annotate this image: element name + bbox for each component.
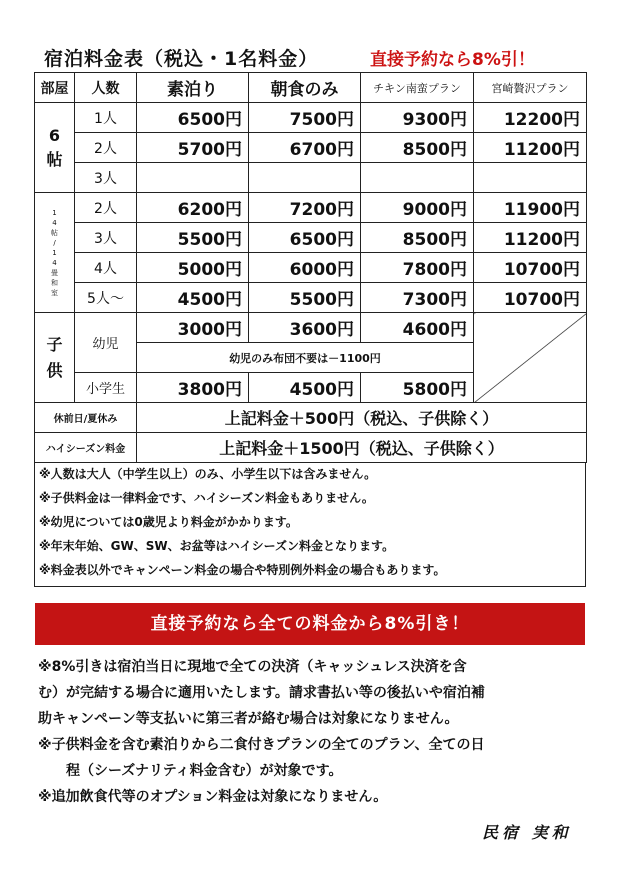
table-row <box>35 403 587 433</box>
people-cell: 5人～ <box>75 283 137 313</box>
note-item: ※幼児については0歳児より料金がかかります。 <box>39 515 298 529</box>
price-cell: 11900円 <box>474 193 587 223</box>
price-cell: 9300円 <box>361 103 474 133</box>
infant-note: 幼児のみ布団不要は－1100円 <box>137 343 474 373</box>
people-cell: 2人 <box>75 133 137 163</box>
high-season-label: ハイシーズン料金 <box>35 433 137 463</box>
note-item: ※人数は大人（中学生以上）のみ、小学生以下は含みません。 <box>39 467 377 481</box>
price-cell: 5700円 <box>137 133 249 163</box>
table-row <box>35 223 587 253</box>
condition-line: ※子供料金を含む素泊りから二食付きプランの全てのプラン、全ての日 <box>38 737 485 753</box>
condition-line: 程（シーズナリティ料金含む）が対象です。 <box>66 763 343 779</box>
price-cell: 8500円 <box>361 133 474 163</box>
price-cell: 5800円 <box>361 373 474 403</box>
price-cell: 10700円 <box>474 283 587 313</box>
empty-diagonal-cell <box>474 313 587 403</box>
price-cell: 7200円 <box>249 193 361 223</box>
high-season-surcharge: 上記料金＋1500円（税込、子供除く） <box>137 433 587 463</box>
table-header-row <box>35 73 587 103</box>
price-cell <box>249 163 361 193</box>
people-cell: 2人 <box>75 193 137 223</box>
page-title: 宿泊料金表（税込・1名料金） <box>44 48 319 70</box>
header-chicken-plan: チキン南蛮プラン <box>361 73 474 103</box>
price-cell: 4500円 <box>137 283 249 313</box>
table-row <box>35 433 587 463</box>
price-cell: 6200円 <box>137 193 249 223</box>
price-cell: 12200円 <box>474 103 587 133</box>
price-cell: 3600円 <box>249 313 361 343</box>
price-table <box>34 72 587 463</box>
price-cell: 7500円 <box>249 103 361 133</box>
infant-label: 幼児 <box>75 313 137 373</box>
price-cell: 8500円 <box>361 223 474 253</box>
discount-banner: 直接予約なら全ての料金から8%引き！ <box>35 603 585 645</box>
promo-headline: 直接予約なら8%引！ <box>370 50 535 70</box>
price-cell: 4600円 <box>361 313 474 343</box>
price-cell: 3000円 <box>137 313 249 343</box>
holiday-surcharge: 上記料金＋500円（税込、子供除く） <box>137 403 587 433</box>
price-cell <box>137 163 249 193</box>
people-cell: 3人 <box>75 223 137 253</box>
people-cell: 3人 <box>75 163 137 193</box>
condition-line: む）が完結する場合に適用いたします。請求書払い等の後払いや宿泊補 <box>38 685 485 701</box>
room-6jo-label: 6 帖 <box>35 103 75 193</box>
price-cell: 6500円 <box>249 223 361 253</box>
people-cell: 4人 <box>75 253 137 283</box>
kids-label: 子 供 <box>35 313 75 403</box>
price-cell <box>474 163 587 193</box>
condition-line: ※追加飲食代等のオプション料金は対象になりません。 <box>38 789 388 805</box>
price-cell: 9000円 <box>361 193 474 223</box>
price-cell: 6700円 <box>249 133 361 163</box>
price-cell: 6500円 <box>137 103 249 133</box>
inn-signature: 民宿 実和 <box>482 823 572 842</box>
price-cell: 5500円 <box>249 283 361 313</box>
table-row <box>35 193 587 223</box>
price-cell: 11200円 <box>474 223 587 253</box>
notes-box <box>34 462 586 587</box>
price-cell: 5500円 <box>137 223 249 253</box>
condition-line: ※8%引きは宿泊当日に現地で全ての決済（キャッシュレス決済を含 <box>38 659 467 675</box>
holiday-label: 休前日/夏休み <box>35 403 137 433</box>
table-row <box>35 313 587 343</box>
header-people: 人数 <box>75 73 137 103</box>
elementary-label: 小学生 <box>75 373 137 403</box>
note-item: ※料金表以外でキャンペーン料金の場合や特別例外料金の場合もあります。 <box>39 563 446 577</box>
price-cell <box>361 163 474 193</box>
table-row <box>35 253 587 283</box>
table-row <box>35 283 587 313</box>
discount-conditions <box>38 654 578 810</box>
price-cell: 5000円 <box>137 253 249 283</box>
table-row <box>35 163 587 193</box>
room-14jo-label: 1 4 帖 / 1 4 畳 和 室 <box>35 193 75 313</box>
header-luxury-plan: 宮崎贅沢プラン <box>474 73 587 103</box>
price-cell: 11200円 <box>474 133 587 163</box>
price-cell: 10700円 <box>474 253 587 283</box>
price-cell: 7800円 <box>361 253 474 283</box>
note-item: ※子供料金は一律料金です、ハイシーズン料金もありません。 <box>39 491 374 505</box>
condition-line: 助キャンペーン等支払いに第三者が絡む場合は対象になりません。 <box>38 711 459 727</box>
table-row <box>35 103 587 133</box>
price-cell: 6000円 <box>249 253 361 283</box>
table-row <box>35 133 587 163</box>
header-room: 部屋 <box>35 73 75 103</box>
price-cell: 7300円 <box>361 283 474 313</box>
price-cell: 3800円 <box>137 373 249 403</box>
price-cell: 4500円 <box>249 373 361 403</box>
header-room-only: 素泊り <box>137 73 249 103</box>
note-item: ※年末年始、GW、SW、お盆等はハイシーズン料金となります。 <box>39 539 395 553</box>
people-cell: 1人 <box>75 103 137 133</box>
header-breakfast: 朝食のみ <box>249 73 361 103</box>
